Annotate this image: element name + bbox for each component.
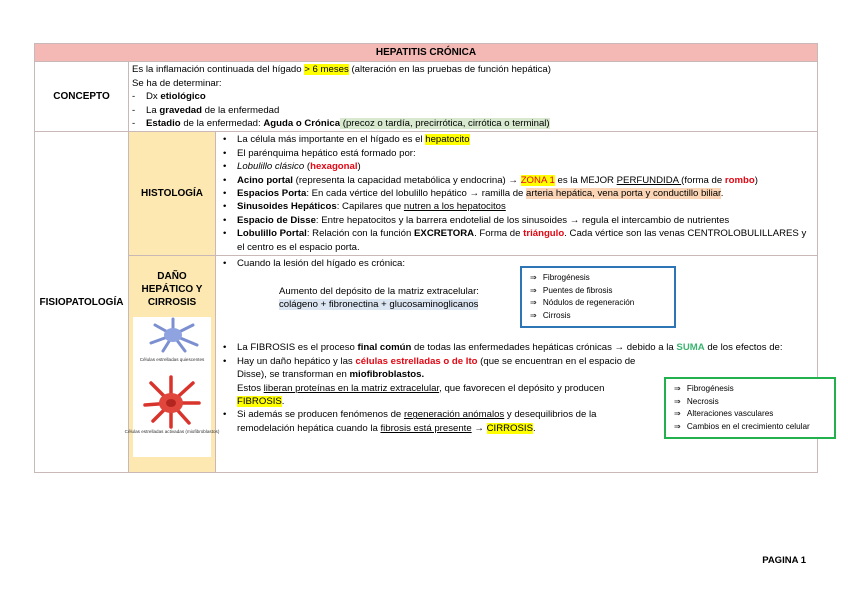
histologia-label: HISTOLOGÍA	[129, 132, 216, 256]
caption-quiescent: Células estrelladas quiescentes	[139, 357, 205, 363]
concepto-row	[35, 62, 818, 132]
dano-label-cell	[124, 256, 220, 473]
list-item: • El parénquima hepático está formado por:	[237, 147, 814, 160]
concepto-label: CONCEPTO	[35, 62, 129, 132]
page-number: PAGINA 1	[762, 555, 806, 566]
hepatitis-table	[34, 43, 818, 473]
list-item: • Acino portal (representa la capacidad metabólica y endocrina) → ZONA 1 es la MEJOR PERFUNDIDA (forma de rombo)	[237, 174, 814, 187]
dano-label: DAÑO HEPÁTICO Y CIRROSIS	[141, 271, 203, 309]
caption-activated: Células estrelladas activadas (miofibroblastos)	[124, 429, 220, 435]
list-item: • La FIBROSIS es el proceso final común de todas las enfermedades hepáticas crónicas → debido a la SUMA de los efectos de:	[237, 341, 814, 354]
list-item: • Lobulillo Portal: Relación con la función EXCRETORA. Forma de triángulo. Cada vértice son las venas CENTROLOBULILLARES y el centro es el espacio porta.	[237, 227, 814, 254]
table-title: HEPATITIS CRÓNICA	[35, 44, 818, 62]
list-item: • La célula más importante en el hígado es el hepatocito	[237, 133, 814, 146]
histologia-content	[216, 132, 818, 256]
concepto-content: Es la inflamación continuada del hígado > 6 meses (alteración en las pruebas de función hepática) Se ha de determinar: - Dx etiológico - La gravedad de la enfermedad - Estadio de la enfermedad: Aguda o Crónica (precoz o tardía, precirrótica, cirrótica o terminal)	[129, 62, 818, 132]
histologia-row	[35, 132, 818, 256]
stellate-cells-icon	[124, 317, 220, 457]
list-item: • Lobulillo clásico (hexagonal)	[237, 160, 814, 173]
list-item: • Sinusoides Hepáticos: Capilares que nutren a los hepatocitos	[237, 200, 814, 213]
dano-row	[35, 256, 818, 473]
list-item: • Espacio de Disse: Entre hepatocitos y la barrera endotelial de los sinusoides → regula el intercambio de nutrientes	[237, 214, 814, 227]
box-fibrogenesis-blue: ⇒ Fibrogénesis ⇒ Puentes de fibrosis ⇒ Nódulos de regeneración ⇒ Cirrosis	[520, 266, 676, 328]
list-item: • Hay un daño hepático y las células estrelladas o de Ito (que se encuentran en el espacio de Disse), se transforman en miofibroblastos. Estos liberan proteínas en la matriz extracelular, que favorecen el depósito y producen FIBROSIS.	[237, 355, 637, 409]
list-item: • Cuando la lesión del hígado es crónica:	[237, 257, 814, 270]
list-item: • Espacios Porta: En cada vértice del lobulillo hepático → ramilla de arteria hepática, vena porta y conductillo biliar.	[237, 187, 814, 200]
box-fibrogenesis-green: ⇒ Fibrogénesis ⇒ Necrosis ⇒ Alteraciones vasculares ⇒ Cambios en el crecimiento celular	[664, 377, 836, 439]
list-item: • Si además se producen fenómenos de regeneración anómalos y desequilibrios de la remodelación hepática cuando la fibrosis está presente → CIRROSIS.	[237, 408, 637, 435]
fisiopatologia-label: FISIOPATOLOGÍA	[35, 132, 129, 473]
dano-content	[216, 256, 818, 473]
matriz-text: Aumento del depósito de la matriz extracelular: colágeno + fibronectina + glucosaminoglicanos	[279, 285, 479, 310]
stellate-cells-illustration	[124, 317, 220, 457]
